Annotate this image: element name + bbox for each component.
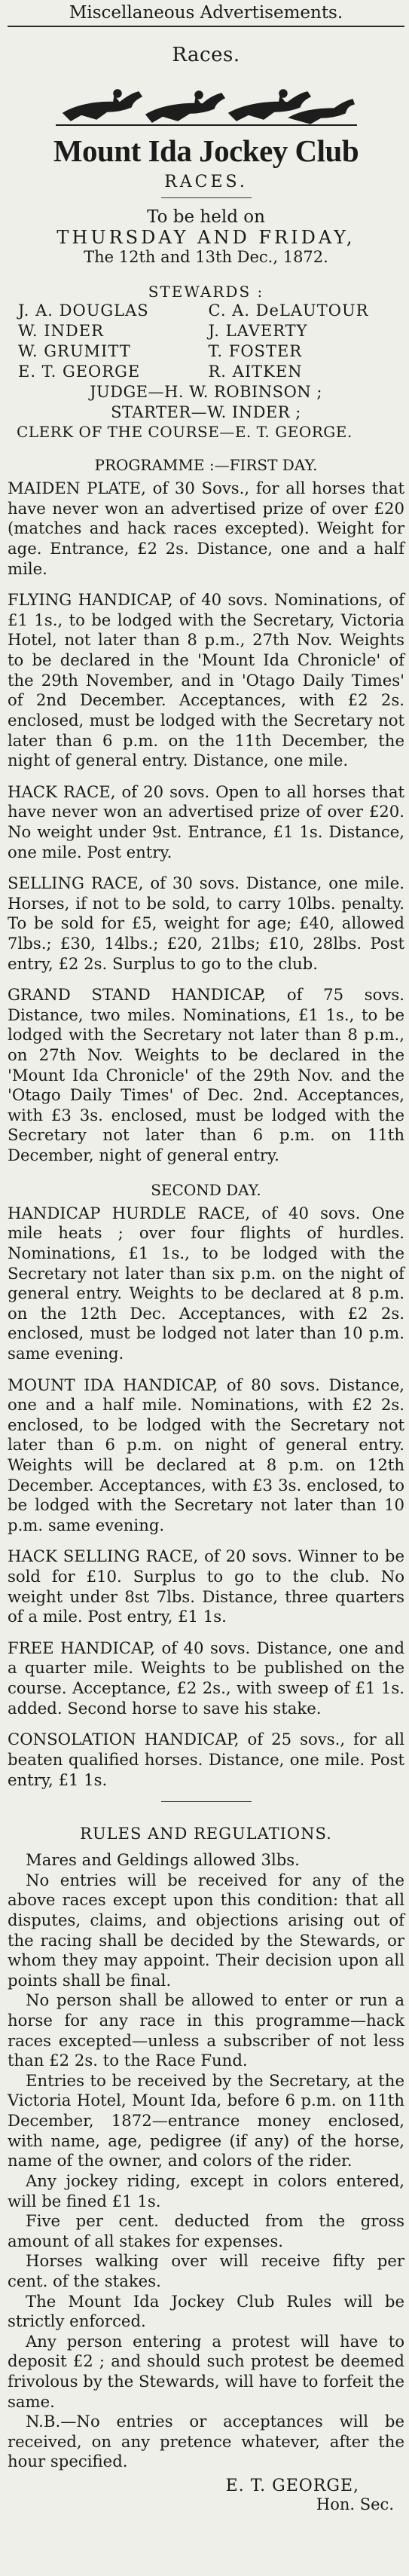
race-name: HANDICAP HURDLE RACE, xyxy=(8,1203,251,1222)
race-entry xyxy=(8,873,404,974)
race-name: FREE HANDICAP, xyxy=(8,1638,155,1657)
race-dates: The 12th and 13th Dec., 1872. xyxy=(84,248,328,267)
race-name: MAIDEN PLATE, xyxy=(8,479,146,498)
race-entry xyxy=(8,590,404,770)
race-details: of 80 sovs. Distance, one and a half mile. Nominations, with £2 2s. enclosed, to be lodged with the Secretary not later than 6 p.m. on night of general entry. Weights will be declared at 8 p.m. on 12th December. Acceptances, with £3 3s. enclosed, to be lodged with the Secretary not later than 10 p.m. same evening. xyxy=(8,1375,404,1534)
rules-heading: RULES AND REGULATIONS. xyxy=(80,1825,332,1843)
steward-name: E. T. GEORGE xyxy=(18,362,141,381)
races-subtitle: RACES. xyxy=(164,173,248,192)
stewards-heading: STEWARDS : xyxy=(148,283,264,301)
race-details: of 75 sovs. Distance, two miles. Nominations, £1 1s., to be lodged with the Secretary not later than 8 p.m., on 27th Nov. Weights to be declared in the 'Mount Ida Chronicle' of the 29th Nov. and the 'Otago Daily Times' of Dec. 2nd. Acceptances, with £3 3s. enclosed, must be lodged with the Secretary not later than 6 p.m. on 11th December, night of general entry. xyxy=(8,985,404,1165)
race-name: CONSOLATION HANDICAP, xyxy=(8,1730,240,1749)
race-name: MOUNT IDA HANDICAP, xyxy=(8,1375,218,1394)
title-divider xyxy=(161,197,252,198)
rule-paragraph: Any jockey riding, except in colors entered, will be fined £1 1s. xyxy=(8,2171,404,2210)
race-entry xyxy=(8,479,404,579)
race-entry xyxy=(8,1638,404,1718)
rule-paragraph: Any person entering a protest will have to deposit £2 ; and should such protest be deemed frivolous by the Stewards, will have to forfeit the same. xyxy=(8,2331,404,2411)
race-details: of 30 sovs. Distance, one mile. Horses, if not to be sold, to carry 10lbs. penalty. To be sold for £5, weight for age; £40, allowed 7lbs.; £30, 14lbs.; £20, 21lbs; £10, 28lbs. Post entry, £2 2s. Surplus to go to the club. xyxy=(8,873,404,973)
to-be-held-line: To be held on xyxy=(147,207,265,228)
race-entry xyxy=(8,1204,404,1364)
race-days: THURSDAY AND FRIDAY, xyxy=(56,227,356,249)
steward-name: J. A. DOUGLAS xyxy=(18,301,149,320)
steward-name: C. A. DeLAUTOUR xyxy=(208,301,369,320)
rule-paragraph: N.B.—No entries or acceptances will be received, on any pretence whatever, after the hour specified. xyxy=(8,2412,404,2471)
rule-paragraph: Mares and Geldings allowed 3lbs. xyxy=(26,1850,300,1870)
race-details: of 40 sovs. One mile heats ; over four flights of hurdles. Nominations, £1 1s., to be lodged with the Secretary not later than six p.m. on the night of general entry. Weights to be declared at 8 p.m. on the 12th Dec. Acceptances, with £2 2s. enclosed, must be lodged not later than 10 p.m. same evening. xyxy=(8,1203,404,1363)
section-header: Miscellaneous Advertisements. xyxy=(69,3,343,23)
day2-races xyxy=(8,1204,404,1790)
rules-list xyxy=(8,1850,404,2472)
racehorses-engraving xyxy=(48,74,365,130)
steward-name: J. LAVERTY xyxy=(208,321,308,340)
rule-paragraph: Five per cent. deducted from the gross amount of all stakes for expenses. xyxy=(8,2211,404,2250)
starter-line: STARTER—W. INDER ; xyxy=(111,402,301,421)
race-details: of 20 sovs. Winner to be sold for £10. Surplus to go to the club. No weight under 8st 7lbs. Distance, three quarters of a mile. Post entry, £1 1s. xyxy=(8,1547,404,1626)
race-details: of 25 sovs., for all beaten qualified horses. Distance, one mile. Post entry, £1 1s. xyxy=(8,1730,404,1789)
header-rule xyxy=(8,26,404,27)
category-heading: Races. xyxy=(172,44,240,66)
steward-name: R. AITKEN xyxy=(208,362,303,381)
race-name: FLYING HANDICAP, xyxy=(8,590,173,610)
race-details: of 40 sovs. Nominations, of £1 1s., to be lodged with the Secretary, Victoria Hotel, not later than 8 p.m., 27th Nov. Weights to be declared in the 'Mount Ida Chronicle' of the 29th November, and in 'Otago Daily Times' of 2nd December. Acceptances, with £2 2s. enclosed, must be lodged with the Secretary not later than 6 p.m. on the 11th December, the night of general entry. Distance, one mile. xyxy=(8,590,404,770)
steward-name: T. FOSTER xyxy=(208,341,303,360)
rule-paragraph: The Mount Ida Jockey Club Rules will be strictly enforced. xyxy=(8,2291,404,2331)
race-entry xyxy=(8,1375,404,1536)
rules-divider xyxy=(161,1801,252,1802)
second-day-heading: SECOND DAY. xyxy=(151,1180,261,1199)
programme-heading: PROGRAMME :—FIRST DAY. xyxy=(94,456,318,475)
rule-paragraph: No entries will be received for any of the above races except upon this condition: that all disputes, claims, and objections arising out of the racing shall be decided by the Stewards, or whom they may appoint. Their decision upon all points shall be final. xyxy=(8,1870,404,1990)
clerk-line: CLERK OF THE COURSE—E. T. GEORGE. xyxy=(17,423,353,442)
stewards-list xyxy=(8,301,404,382)
race-name: HACK RACE, xyxy=(8,782,116,801)
rule-paragraph: No person shall be allowed to enter or run a horse for any race in this programme—hack races excepted—unless a subscriber of not less than £2 2s. to the Race Fund. xyxy=(8,1990,404,2070)
race-name: GRAND STAND HANDICAP, xyxy=(8,985,267,1005)
day1-races xyxy=(8,479,404,1166)
race-name: SELLING RACE, xyxy=(8,873,144,893)
race-details: of 40 sovs. Distance, one and a quarter mile. Weights to be published on the course. Acceptance, £2 2s., with sweep of £1 1s. added. Second horse to save his stake. xyxy=(8,1638,405,1718)
rule-paragraph: Horses walking over will receive fifty per cent. of the stakes. xyxy=(8,2251,404,2290)
steward-name: W. GRUMITT xyxy=(18,341,131,360)
signature-role: Hon. Sec. xyxy=(316,2495,394,2514)
race-details: of 20 sovs. Open to all horses that have never won an advertised prize of over £20. No weight under 9st. Entrance, £1 1s. Distance, one mile. Post entry. xyxy=(8,782,404,861)
rule-paragraph: Entries to be received by the Secretary, at the Victoria Hotel, Mount Ida, before 6 p.m. on 11th December, 1872—entrance money enclosed, with name, age, pedigree (if any) of the horse, name of the owner, and colors of the rider. xyxy=(8,2070,404,2171)
race-entry xyxy=(8,782,404,862)
race-details: of 30 Sovs., for all horses that have never won an advertised prize of over £20 (matches and hack races excepted). Weight for age. Entrance, £2 2s. Distance, one and a half mile. xyxy=(8,479,404,578)
steward-name: W. INDER xyxy=(18,321,104,340)
club-title: Mount Ida Jockey Club xyxy=(53,133,359,168)
signature-name: E. T. GEORGE, xyxy=(225,2477,359,2496)
race-name: HACK SELLING RACE, xyxy=(8,1547,199,1566)
race-entry xyxy=(8,1547,404,1626)
judge-line: JUDGE—H. W. ROBINSON ; xyxy=(90,382,322,401)
race-entry xyxy=(8,985,404,1165)
race-entry xyxy=(8,1730,404,1790)
